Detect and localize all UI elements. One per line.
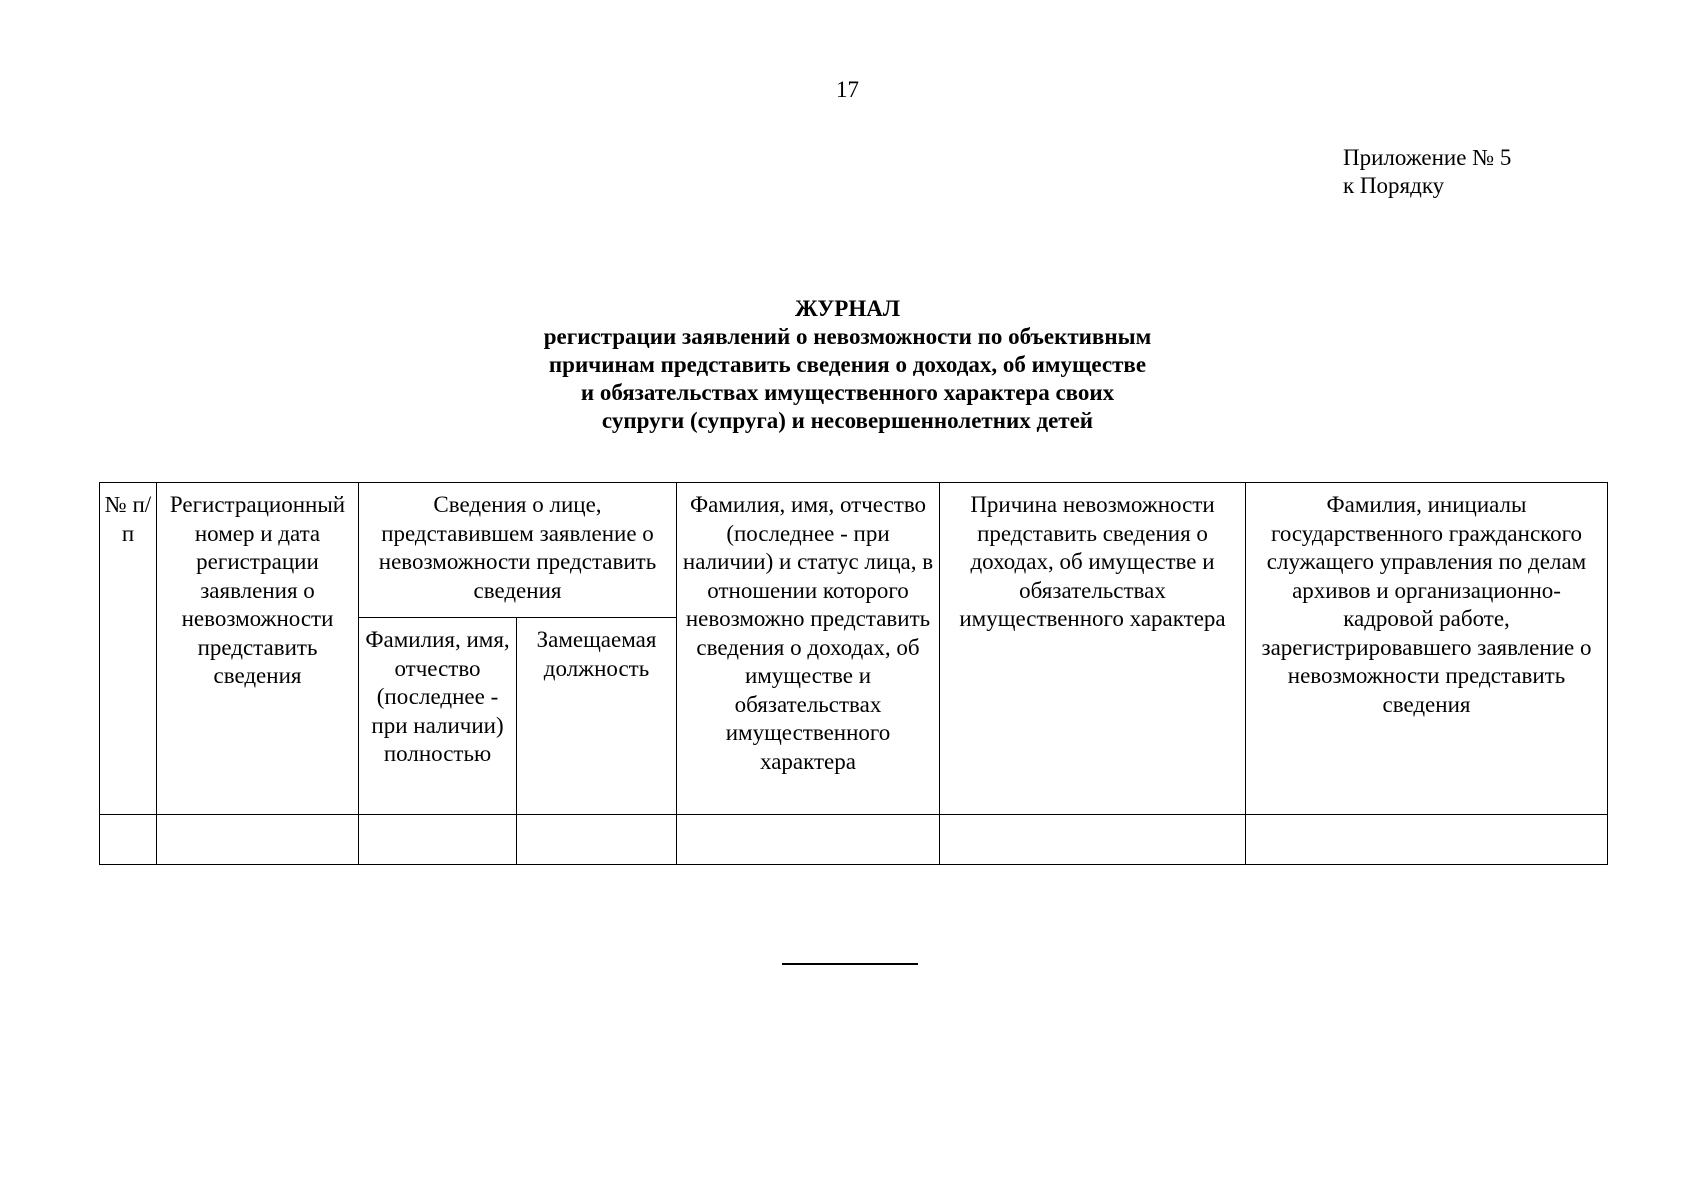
header-num: № п/п xyxy=(100,483,157,815)
page-number: 17 xyxy=(836,77,859,102)
table-cell xyxy=(940,815,1246,865)
header-reason: Причина невозможности представить сведения о доходах, об имуществе и обязательствах имущественного характера xyxy=(940,483,1246,815)
closing-divider xyxy=(782,963,918,965)
title-heading: ЖУРНАЛ xyxy=(795,296,900,321)
header-relative: Фамилия, имя, отчество (последнее - при наличии) и статус лица, в отношении которого невозможно представить сведения о доходах, об имуществе и обязательствах имущественного характера xyxy=(677,483,940,815)
table-cell xyxy=(1246,815,1608,865)
appendix-line-1: Приложение № 5 xyxy=(1343,145,1512,170)
appendix-note xyxy=(1343,144,1511,200)
header-applicant: Сведения о лице, представившем заявление о невозможности представить сведения xyxy=(359,483,677,618)
appendix-line-2: к Порядку xyxy=(1343,173,1445,198)
header-registration: Регистрационный номер и дата регистрации заявления о невозможности представить сведения xyxy=(157,483,359,815)
title-line-1: регистрации заявлений о невозможности по объективным xyxy=(543,324,1152,349)
table-cell xyxy=(157,815,359,865)
header-registrar: Фамилия, инициалы государственного гражданского служащего управления по делам архивов и организационно-кадровой работе, зарегистрировавшего заявление о невозможности представить сведения xyxy=(1246,483,1608,815)
header-applicant-fio: Фамилия, имя, отчество (последнее - при наличии) полностью xyxy=(359,618,517,815)
header-row xyxy=(100,483,1608,618)
title-line-3: и обязательствах имущественного характера своих xyxy=(580,380,1115,405)
document-title xyxy=(0,295,1695,435)
table-cell xyxy=(359,815,517,865)
title-line-2: причинам представить сведения о доходах, об имуществе xyxy=(548,352,1147,377)
table-row xyxy=(100,815,1608,865)
table-cell xyxy=(100,815,157,865)
table-cell xyxy=(517,815,677,865)
table-cell xyxy=(677,815,940,865)
journal-table xyxy=(99,482,1608,865)
header-applicant-position: Замещаемая должность xyxy=(517,618,677,815)
title-line-4: супруги (супруга) и несовершеннолетних детей xyxy=(601,408,1094,433)
